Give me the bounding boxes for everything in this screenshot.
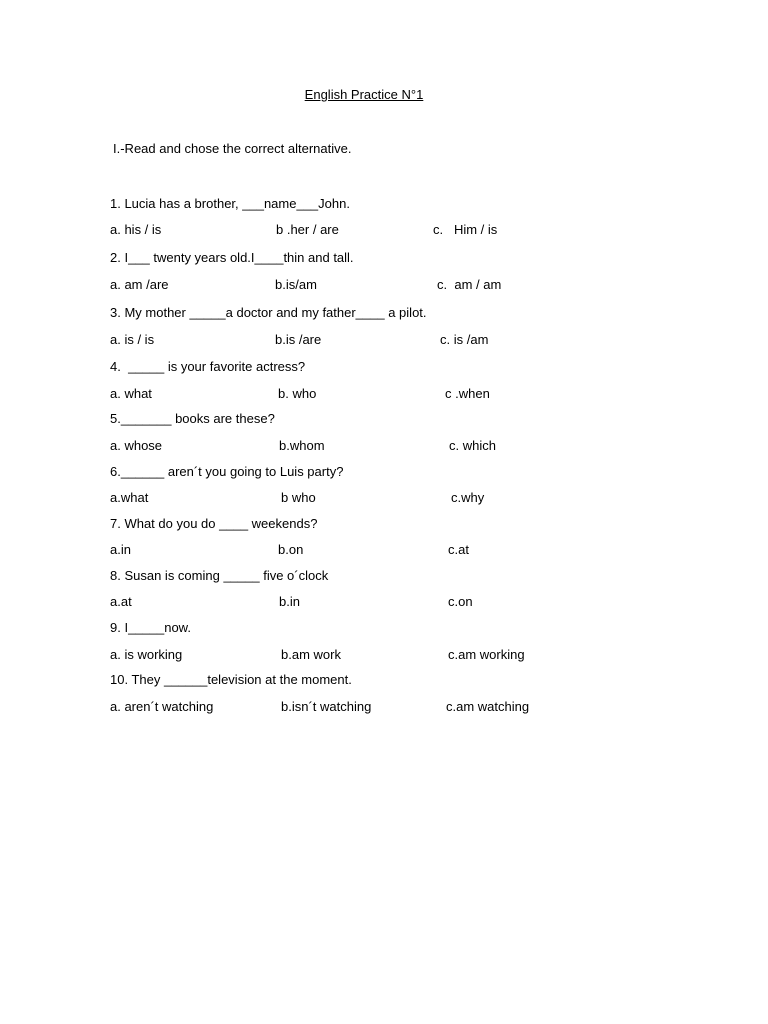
- question-8-option-b: b.in: [279, 594, 300, 609]
- question-10-option-a: a. aren´t watching: [110, 699, 214, 714]
- question-2-option-c: c. am / am: [437, 277, 502, 292]
- question-6: 6.______ aren´t you going to Luis party?: [110, 464, 344, 479]
- question-2: 2. I___ twenty years old.I____thin and tall.: [110, 250, 354, 265]
- question-8-option-a: a.at: [110, 594, 132, 609]
- question-7: 7. What do you do ____ weekends?: [110, 516, 318, 531]
- question-7-option-c: c.at: [448, 542, 469, 557]
- question-1-option-c: c. Him / is: [433, 222, 498, 237]
- question-4-option-c: c .when: [445, 386, 490, 401]
- question-3-option-b: b.is /are: [275, 332, 322, 347]
- question-6-option-a: a.what: [110, 490, 149, 505]
- question-5-option-a: a. whose: [110, 438, 163, 453]
- question-5-option-c: c. which: [449, 438, 496, 453]
- question-1-option-a: a. his / is: [110, 222, 162, 237]
- question-3-option-c: c. is /am: [440, 332, 489, 347]
- question-2-option-b: b.is/am: [275, 277, 317, 292]
- question-9-option-b: b.am work: [281, 647, 341, 662]
- question-10: 10. They ______television at the moment.: [110, 672, 352, 687]
- question-8-option-c: c.on: [448, 594, 473, 609]
- page-title: English Practice N°1: [304, 87, 424, 102]
- question-6-option-c: c.why: [451, 490, 485, 505]
- question-5-option-b: b.whom: [279, 438, 325, 453]
- question-9-option-a: a. is working: [110, 647, 183, 662]
- question-7-option-b: b.on: [278, 542, 304, 557]
- question-4: 4. _____ is your favorite actress?: [110, 359, 306, 374]
- question-6-option-b: b who: [281, 490, 316, 505]
- question-4-option-a: a. what: [110, 386, 152, 401]
- question-1: 1. Lucia has a brother, ___name___John.: [110, 196, 350, 211]
- instruction-text: I.-Read and chose the correct alternative.: [113, 141, 352, 156]
- question-1-option-b: b .her / are: [276, 222, 339, 237]
- question-9-option-c: c.am working: [448, 647, 525, 662]
- question-7-option-a: a.in: [110, 542, 131, 557]
- question-5: 5._______ books are these?: [110, 411, 275, 426]
- question-9: 9. I_____now.: [110, 620, 191, 635]
- question-4-option-b: b. who: [278, 386, 317, 401]
- question-8: 8. Susan is coming _____ five o´clock: [110, 568, 329, 583]
- question-10-option-c: c.am watching: [446, 699, 530, 714]
- question-2-option-a: a. am /are: [110, 277, 169, 292]
- question-10-option-b: b.isn´t watching: [281, 699, 372, 714]
- question-3-option-a: a. is / is: [110, 332, 155, 347]
- question-3: 3. My mother _____a doctor and my father____ a pilot.: [110, 305, 427, 320]
